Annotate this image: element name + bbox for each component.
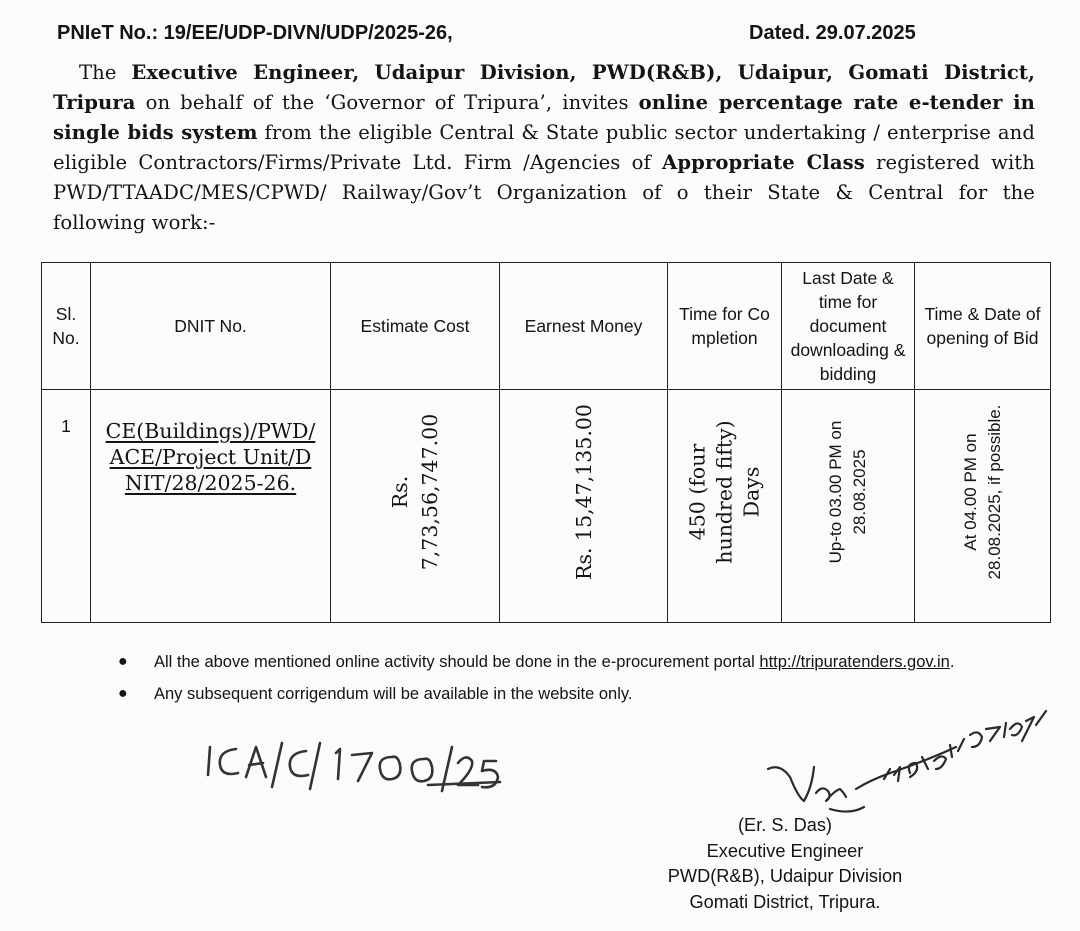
cell-last-date: Up-to 03.00 PM on 28.08.2025: [782, 390, 915, 623]
header-dnit-no: DNIT No.: [91, 263, 331, 390]
bullet-icon: ●: [118, 653, 128, 670]
portal-link[interactable]: http://tripuratenders.gov.in: [759, 653, 950, 671]
note-2-text: Any subsequent corrigendum will be available in the website only.: [154, 685, 633, 703]
cell-time-completion: 450 (four hundred fifty) Days: [668, 390, 782, 623]
intro-paragraph: [53, 58, 1035, 238]
bullet-icon: ●: [118, 685, 128, 702]
note-item: [118, 651, 1048, 683]
signatory-designation: Executive Engineer: [706, 840, 864, 861]
signatory-block: [640, 813, 930, 915]
signatory-office: PWD(R&B), Udaipur Division: [667, 866, 903, 886]
notice-date: Dated. 29.07.2025: [749, 22, 916, 44]
table-header-row: [42, 263, 1051, 390]
intro-text-4: registered with PWD/TTAADC/MES/CPWD/ Railway/Gov’t Organization of o their State & Central for the following work:-: [53, 151, 1036, 234]
signatory-district: Gomati District, Tripura.: [689, 891, 881, 912]
cell-earnest-money: Rs. 15,47,135.00: [500, 390, 668, 623]
tender-table: [41, 262, 1051, 623]
notice-header: [57, 20, 957, 50]
header-earnest-money: Earnest Money: [500, 263, 668, 390]
table-row: [42, 390, 1051, 623]
header-opening-bid: Time & Date of opening of Bid: [915, 263, 1051, 390]
cell-dnit-no: CE(Buildings)/PWD/ACE/Project Unit/DNIT/28/2025-26.: [91, 390, 331, 623]
header-estimate-cost: Estimate Cost: [331, 263, 500, 390]
header-last-date: Last Date & time for document downloading & bidding: [782, 263, 915, 390]
cell-opening-bid: At 04.00 PM on 28.08.2025, if possible.: [915, 390, 1051, 623]
note-1-end: .: [949, 653, 955, 671]
intro-text-1: The: [79, 61, 132, 84]
intro-text-3: from the eligible Central & State public sector undertaking / enterprise and eligible Contractors/Firms/Private Ltd. Firm /Agencies of: [53, 121, 1035, 174]
signature-with-date: [760, 697, 1060, 827]
intro-bold-class: Appropriate Class: [662, 151, 865, 174]
intro-bold-issuer: Executive Engineer, Udaipur Division, PWD(R&B), Udaipur, Gomati District, Tripura: [53, 61, 1035, 114]
notice-reference-number: PNIeT No.: 19/EE/UDP-DIVN/UDP/2025-26,: [57, 22, 453, 44]
signatory-name: (Er. S. Das): [738, 815, 832, 835]
cell-sl-no: 1: [42, 390, 91, 623]
cell-estimate-cost: Rs. 7,73,56,747.00: [331, 390, 500, 623]
header-sl-no: Sl. No.: [42, 263, 91, 390]
header-time-completion: Time for Completion: [668, 263, 782, 390]
handwritten-reference-note: [196, 735, 516, 805]
intro-bold-tender-type: online percentage rate e-tender in single bids system: [53, 91, 1035, 144]
intro-text-2: on behalf of the ‘Governor of Tripura’, invites: [135, 91, 639, 114]
note-1-text: All the above mentioned online activity should be done in the e-procurement portal: [154, 653, 760, 671]
